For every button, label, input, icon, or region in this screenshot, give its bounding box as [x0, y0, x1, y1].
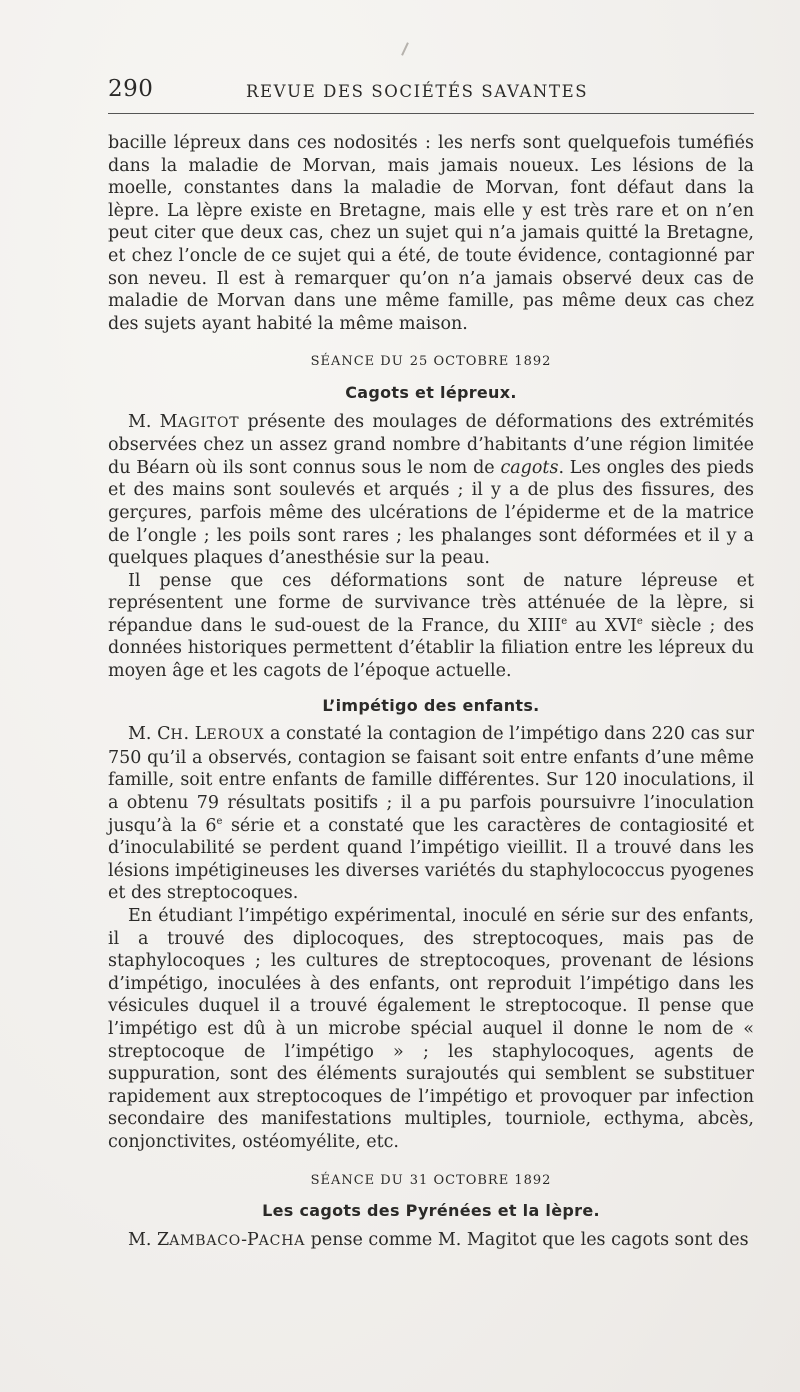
- speaker-name: EROUX: [206, 727, 265, 744]
- section-title-pyrenees: Les cagots des Pyrénées et la lèpre.: [262, 1201, 600, 1221]
- speaker-prefix: M.: [128, 411, 152, 432]
- seance-date: 31 OCTOBRE 1892: [409, 1172, 552, 1188]
- paragraph-text: Il pense que ces déformations sont de nature lépreuse et représentent une forme de survivance très atténuée de la lèpre, si répandue dans le sud-ouest de la France, du XIII: [108, 570, 754, 636]
- page-number: 290: [108, 76, 154, 102]
- paragraph-text: pense comme M. Magitot que les cagots sont des: [305, 1229, 749, 1250]
- paragraph-zambaco: [108, 1229, 754, 1253]
- seance-heading-2: [108, 1168, 754, 1193]
- ink-mark: [401, 42, 409, 56]
- header-rule: [108, 113, 754, 114]
- speaker-dash: -P: [241, 1229, 259, 1250]
- paragraph-magitot: [108, 411, 754, 570]
- paragraph-morvan: bacille lépreux dans ces nodosités : les nerfs sont quelquefois tuméfiés dans la maladie de Morvan, mais jamais noueux. Les lésions de la moelle, constantes dans la maladie de Morvan, font défaut dans la lèpre. La lèpre existe en Bretagne, mais elle y est très rare et on n’en peut citer que deux cas, chez un sujet qui n’a jamais quitté la Bretagne, et chez l’oncle de ce sujet qui a été, de toute évidence, contagionné par son neveu. Il est à remarquer qu’on n’a jamais observé deux cas de maladie de Morvan dans une même famille, pas même deux cas chez des sujets ayant habité la même maison.: [108, 133, 754, 334]
- superscript: e: [561, 616, 568, 628]
- paragraph-survivance: [108, 570, 754, 683]
- running-head: REVUE DES SOCIÉTÉS SAVANTES: [246, 82, 589, 101]
- section-title-cagots: Cagots et lépreux.: [345, 382, 517, 402]
- seance-heading-1: [108, 349, 754, 374]
- paragraph-text: présente des moulages de déformations des extrémités observées chez un assez grand nombre d’habitants d’une région limitée du Béarn où ils sont connus sous le nom de: [108, 411, 754, 478]
- paragraph-leroux: [108, 723, 754, 905]
- paragraph-text-end: . Les ongles des pieds et des mains sont soulevés et arqués ; il y a de plus des fissures, des gerçures, parfois même des ulcérations de l’épiderme et de la matrice de l’ongle ; les poils sont rares ; les phalanges sont déformées et il y a quelques plaques d’anesthésie sur la peau.: [108, 457, 755, 569]
- paragraph-text-end: série et a constaté que les caractères de contagiosité et d’inoculabilité se perdent quand l’impétigo vieillit. Il a trouvé dans les lésions impétigineuses les diverses variétés du staphylococcus pyogenes et des streptocoques.: [108, 815, 755, 904]
- speaker-name: AMBACO: [169, 1232, 242, 1249]
- superscript: e: [216, 815, 223, 827]
- italic-term: cagots: [500, 457, 559, 478]
- speaker-name: AGITOT: [177, 414, 240, 431]
- superscript: e: [636, 616, 643, 628]
- section-title-impetigo: L’impétigo des enfants.: [322, 695, 540, 715]
- speaker-initial: M: [159, 411, 178, 432]
- paragraph-text: au XVI: [567, 615, 637, 636]
- body-text: [108, 132, 754, 1252]
- paragraph-text: a constaté la contagion de l’impétigo dans 220 cas sur 750 qu’il a observés, contagion se faisant soit entre enfants d’une même famille, soit entre enfants de famille différentes. Sur 120 inoculations, il a obtenu 79 résultats positifs ; il a pu parfois poursuivre l’inoculation jusqu’à la 6: [108, 724, 755, 836]
- seance-date: 25 OCTOBRE 1892: [409, 354, 552, 370]
- speaker-dot: . L: [183, 724, 207, 745]
- page-header: [108, 76, 754, 106]
- speaker-h: H: [170, 727, 184, 744]
- speaker-prefix: M. C: [128, 724, 171, 745]
- paragraph-text: siècle ; des données historiques permettent d’établir la filiation entre les lépreux du moyen âge et les cagots de l’époque actuelle.: [108, 615, 754, 682]
- speaker-name-2: ACHA: [258, 1232, 306, 1249]
- seance-label: SÉANCE DU: [310, 354, 404, 370]
- paragraph-experimental: En étudiant l’impétigo expérimental, inoculé en série sur des enfants, il a trouvé des diplocoques, des streptocoques, mais pas de staphylocoques ; les cultures de streptocoques, provenant de lésions d’impétigo, inoculées à des enfants, ont reproduit l’impétigo dans les vésicules duquel il a trouvé également le streptocoque. Il pense que l’impétigo est dû à un microbe spécial auquel il donne le nom de « streptocoque de l’impétigo » ; les staphylocoques, agents de suppuration, sont des éléments surajoutés qui semblent se substituer rapidement aux streptocoques de l’impétigo et provoquer par infection secondaire des manifestations multiples, tourniole, ecthyma, abcès, conjonctivites, ostéomyélite, etc.: [108, 906, 754, 1152]
- seance-label: SÉANCE DU: [310, 1172, 404, 1188]
- speaker-prefix: M. Z: [128, 1229, 170, 1250]
